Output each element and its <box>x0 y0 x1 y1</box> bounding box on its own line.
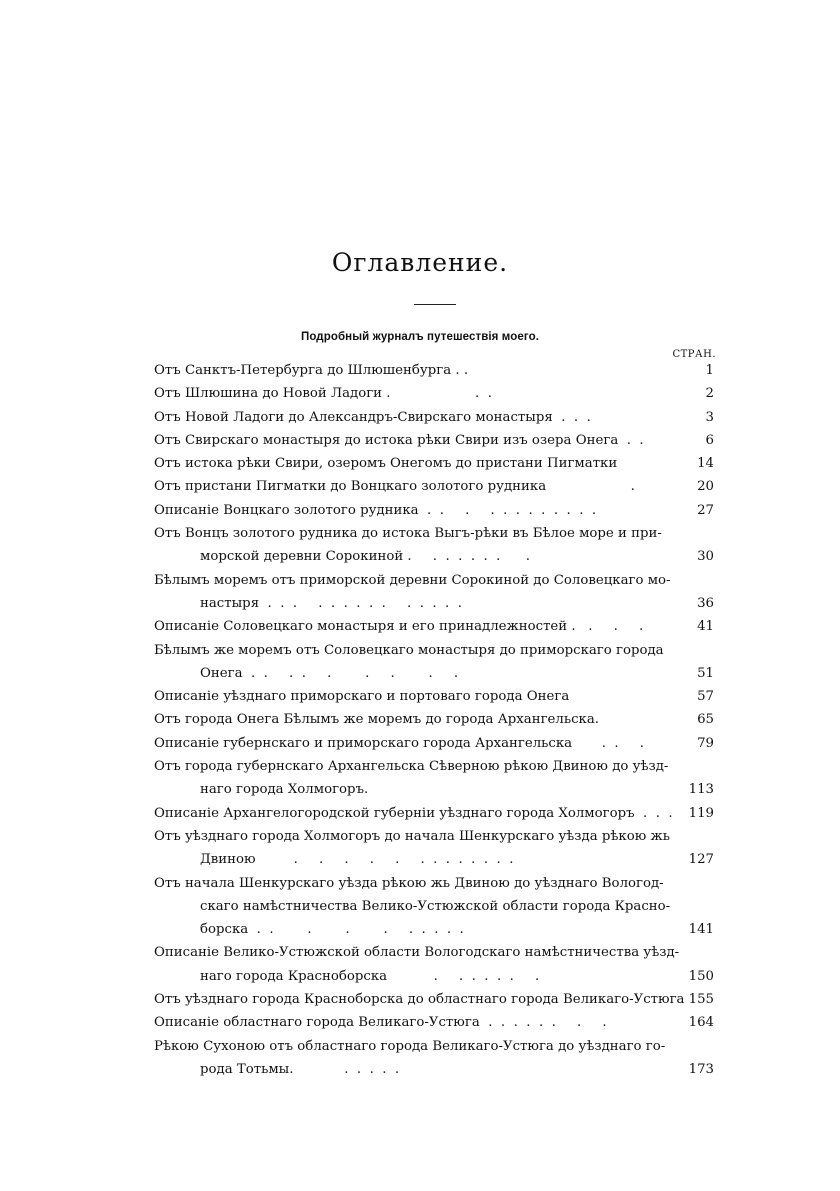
leader-dots: . . <box>618 432 644 448</box>
toc-entry <box>154 872 714 942</box>
toc-entry-text: Отъ уѣзднаго города Красноборска до областнаго города Великаго-Устюга <box>154 992 685 1008</box>
toc-entry-line <box>154 918 714 941</box>
toc-entry <box>154 522 714 569</box>
toc-entry-page: 150 <box>688 968 714 984</box>
toc-entry-page: 20 <box>697 479 714 495</box>
toc-entry-text: Отъ города губернскаго Архангельска Сѣверною рѣкою Двиною до уѣзд- <box>154 759 669 775</box>
toc-entry-text: настыря <box>200 595 260 611</box>
toc-entry-page: 51 <box>697 665 714 681</box>
toc-entry-page: 14 <box>697 456 714 472</box>
toc-entry <box>154 615 714 638</box>
toc-entry-text: скаго намѣстничества Велико-Устюжской области города Красно- <box>200 898 671 914</box>
toc-entry-text: Описаніе Соловецкаго монастыря и его принадлежностей <box>154 619 568 635</box>
toc-entry-line <box>154 895 714 918</box>
toc-entry-line <box>154 802 714 825</box>
toc-entry-text: Отъ Санктъ-Петербурга до Шлюшенбурга <box>154 363 452 378</box>
leader-dots: . . . . . . . . <box>479 1015 607 1031</box>
toc-entry-text: Отъ пристани Пигматки до Вонцкаго золотого рудника <box>154 479 547 495</box>
toc-entry-text: Отъ Шлюшина до Новой Ладоги <box>154 386 383 402</box>
toc-entry-line <box>154 662 714 685</box>
toc-entry-text: борска <box>200 922 249 938</box>
leader-dots: . . . . . . . . . <box>242 665 459 681</box>
toc-entry-text: Бѣлымъ моремъ отъ приморской деревни Сорокиной до Соловецкаго мо- <box>154 572 671 588</box>
toc-entry-text: Описаніе Архангелогородской губерніи уѣзднаго города Холмогоръ <box>154 805 635 821</box>
toc-entry <box>154 825 714 872</box>
toc-entry <box>154 941 714 988</box>
leader-dots: . . . . . . . . . . <box>248 922 464 938</box>
page-title: Оглавление. <box>331 248 509 277</box>
toc-entry-line <box>154 592 714 615</box>
toc-entry-line <box>154 708 714 731</box>
toc-entry-page: 65 <box>697 712 714 728</box>
toc-entry-page: 155 <box>688 992 714 1008</box>
toc-entry <box>154 1035 714 1082</box>
toc-entry-line <box>154 825 714 848</box>
toc-entry-line <box>154 522 714 545</box>
toc-entry-line <box>154 941 714 964</box>
leader-dots: . . . <box>382 386 492 402</box>
leader-dots: . . . <box>572 735 644 751</box>
toc-entry <box>154 639 714 686</box>
leader-dots: . . . . <box>567 619 644 635</box>
toc-entry-text: Описаніе губернскаго и приморскаго города Архангельска <box>154 735 573 751</box>
toc-entry-line <box>154 406 714 429</box>
leader-dots: . . . . . . . <box>387 968 540 984</box>
toc-entry-text: Отъ начала Шенкурскаго уѣзда рѣкою жь Двиною до уѣзднаго Вологод- <box>154 875 664 891</box>
toc-entry-text: Отъ уѣзднаго города Холмогоръ до начала Шенкурскаго уѣзда рѣкою жь <box>154 828 671 844</box>
leader-dots: . . <box>451 363 469 378</box>
table-of-contents <box>154 359 714 1081</box>
toc-entry-text: наго города Красноборска <box>200 968 388 984</box>
leader-dots: . . . . . <box>293 1061 400 1077</box>
toc-entry-line <box>154 615 714 638</box>
toc-entry-text: наго города Холмогоръ. <box>200 782 369 798</box>
toc-entry-text: Отъ истока рѣки Свири, озеромъ Онегомъ до пристани Пигматки <box>154 456 618 472</box>
toc-entry-page: 6 <box>705 432 714 448</box>
toc-entry-text: Отъ Вонцъ золотого рудника до истока Выгъ-рѣки въ Бѣлое море и при- <box>154 526 662 542</box>
toc-entry <box>154 569 714 616</box>
toc-entry-line <box>154 872 714 895</box>
toc-entry-line <box>154 1058 714 1081</box>
toc-entry <box>154 708 714 731</box>
toc-entry-page: 79 <box>697 735 714 751</box>
leader-dots: . . . . . . . . . . . . <box>418 502 597 518</box>
toc-entry-line <box>154 359 714 382</box>
toc-entry-page: 2 <box>705 386 714 402</box>
toc-entry-page: 1 <box>705 363 714 378</box>
toc-entry-line <box>154 732 714 755</box>
toc-entry-line <box>154 755 714 778</box>
toc-entry <box>154 732 714 755</box>
toc-entry-text: рода Тотьмы. <box>200 1061 294 1077</box>
leader-dots: . . . . . . . . . . . . . <box>255 852 514 868</box>
page-column-header: СТРАН. <box>672 349 716 360</box>
toc-entry-page: 119 <box>688 805 714 821</box>
toc-entry-line <box>154 475 714 498</box>
toc-entry-line <box>154 499 714 522</box>
toc-entry-line <box>154 452 714 475</box>
toc-entry-page: 41 <box>697 619 714 635</box>
toc-entry <box>154 452 714 475</box>
toc-entry-line <box>154 429 714 452</box>
toc-entry <box>154 499 714 522</box>
leader-dots: . . . . . . . . . . . . . . <box>259 595 462 611</box>
leader-dots: . . . <box>634 805 673 821</box>
toc-entry-page: 30 <box>697 549 714 565</box>
toc-entry-page: 27 <box>697 502 714 518</box>
toc-entry-text: Описаніе Велико-Устюжской области Вологодскаго намѣстничества уѣзд- <box>154 945 680 961</box>
toc-entry-line <box>154 988 714 1011</box>
toc-entry-text: Отъ города Онега Бѣлымъ же моремъ до города Архангельска. <box>154 712 600 728</box>
leader-dots: . . . . . . . . <box>403 549 530 565</box>
toc-entry-line <box>154 848 714 871</box>
toc-entry-text: Рѣкою Сухоною отъ областнаго города Великаго-Устюга до уѣзднаго го- <box>154 1038 666 1054</box>
toc-entry-line <box>154 685 714 708</box>
toc-entry-text: Описаніе уѣзднаго приморскаго и портоваго города Онега <box>154 689 570 705</box>
toc-entry-line <box>154 965 714 988</box>
toc-entry-text: морской деревни Сорокиной <box>200 549 404 565</box>
toc-entry-text: Описаніе Вонцкаго золотого рудника <box>154 502 419 518</box>
toc-entry <box>154 685 714 708</box>
toc-entry-page: 57 <box>697 689 714 705</box>
toc-entry-text: Двиною <box>200 852 256 868</box>
toc-entry-text: Отъ Свирскаго монастыря до истока рѣки Свири изъ озера Онега <box>154 432 619 448</box>
toc-entry-page: 173 <box>688 1061 714 1077</box>
toc-entry-page: 113 <box>688 782 714 798</box>
toc-entry-line <box>154 569 714 592</box>
toc-entry-page: 164 <box>688 1015 714 1031</box>
toc-entry <box>154 988 714 1011</box>
leader-dots: . <box>546 479 635 495</box>
toc-entry <box>154 755 714 802</box>
toc-entry <box>154 429 714 452</box>
toc-entry-line <box>154 545 714 568</box>
toc-entry <box>154 406 714 429</box>
toc-entry-page: 3 <box>705 409 714 425</box>
toc-entry <box>154 475 714 498</box>
toc-entry-page: 127 <box>688 852 714 868</box>
toc-entry-text: Бѣлымъ же моремъ отъ Соловецкаго монастыря до приморскаго города <box>154 642 664 658</box>
toc-entry-page: 36 <box>697 595 714 611</box>
toc-entry-line <box>154 1011 714 1034</box>
toc-entry-text: Описаніе областнаго города Великаго-Устюга <box>154 1015 480 1031</box>
toc-entry <box>154 382 714 405</box>
section-subtitle: Подробный журналъ путешествія моего. <box>300 331 540 343</box>
toc-entry-text: Отъ Новой Ладоги до Александръ-Свирскаго монастыря <box>154 409 553 425</box>
toc-entry-line <box>154 778 714 801</box>
leader-dots: . . . <box>552 409 591 425</box>
toc-entry-line <box>154 1035 714 1058</box>
toc-entry-line <box>154 639 714 662</box>
toc-entry <box>154 359 714 382</box>
toc-entry <box>154 1011 714 1034</box>
title-rule <box>414 304 456 305</box>
toc-entry <box>154 802 714 825</box>
toc-entry-line <box>154 382 714 405</box>
toc-entry-page: 141 <box>688 922 714 938</box>
toc-entry-text: Онега <box>200 665 243 681</box>
